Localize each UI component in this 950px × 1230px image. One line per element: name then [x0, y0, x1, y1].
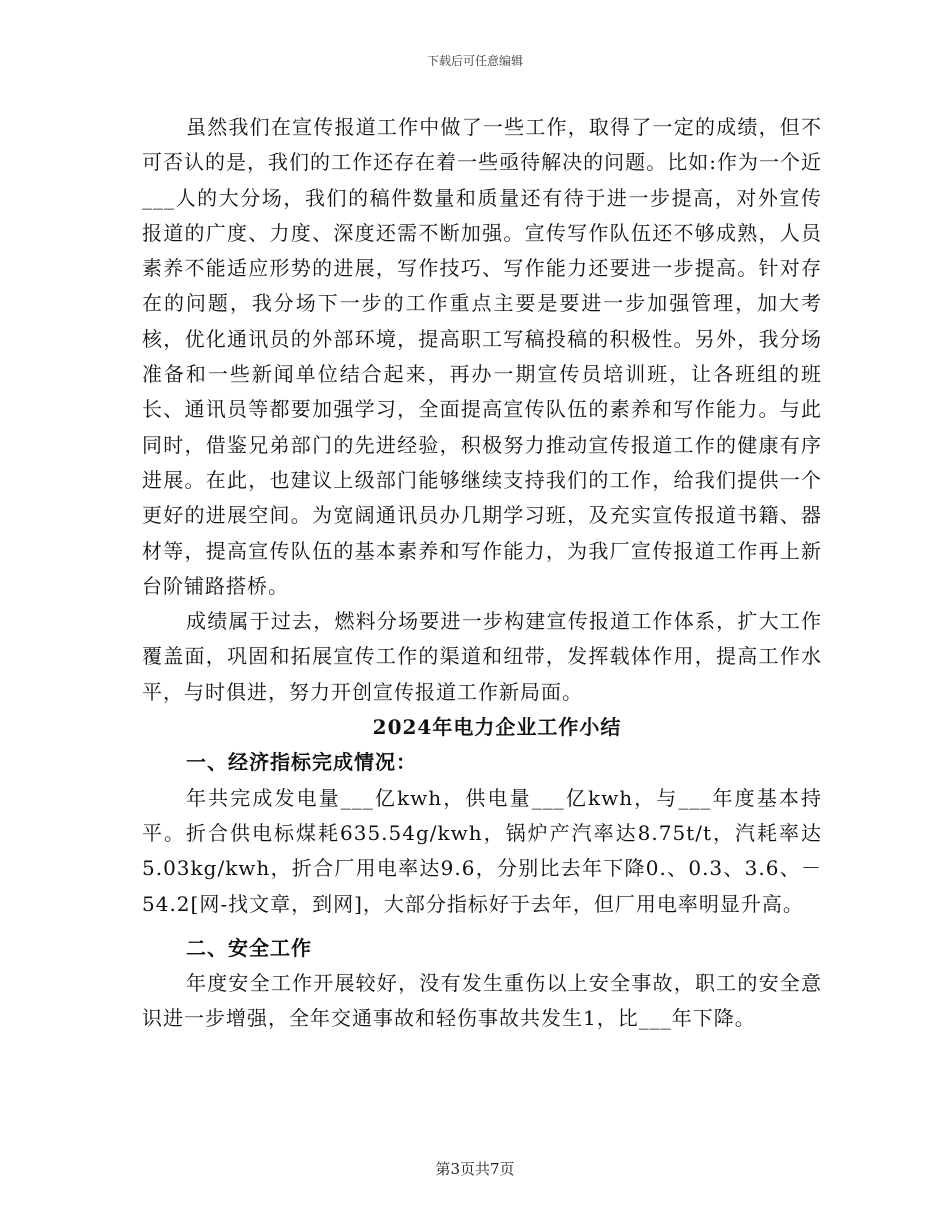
- paragraph-3: 年共完成发电量___亿kwh，供电量___亿kwh，与___年度基本持平。折合供电标煤耗635.54g/kwh，锅炉产汽率达8.75t/t，汽耗率达5.03kg/kwh，折合厂用电率达9.6，分别比去年下降0.、0.3、3.6、－54.2[网-找文章，到网]，大部分指标好于去年，但厂用电率明显升高。: [142, 785, 822, 916]
- section-title: 2024年电力企业工作小结: [372, 715, 622, 740]
- heading-safety-work: 二、安全工作: [186, 935, 312, 960]
- page-header: 下载后可任意编辑: [426, 54, 523, 68]
- heading-economic-indicators: 一、经济指标完成情况：: [186, 750, 417, 775]
- document-body: [142, 110, 822, 1037]
- paragraph-2: 成绩属于过去，燃料分场要进一步构建宣传报道工作体系，扩大工作覆盖面，巩固和拓展宣传工作的渠道和纽带，发挥载体作用，提高工作水平，与时俱进，努力开创宣传报道工作新局面。: [142, 609, 822, 704]
- paragraph-4: 年度安全工作开展较好，没有发生重伤以上安全事故，职工的安全意识进一步增强，全年交通事故和轻伤事故共发生1，比___年下降。: [142, 971, 822, 1031]
- page-footer: 第3页共7页: [435, 1160, 515, 1178]
- paragraph-1: 虽然我们在宣传报道工作中做了一些工作，取得了一定的成绩，但不可否认的是，我们的工作还存在着一些亟待解决的问题。比如:作为一个近___人的大分场，我们的稿件数量和质量还有待于进一步提高，对外宣传报道的广度、力度、深度还需不断加强。宣传写作队伍还不够成熟，人员素养不能适应形势的进展，写作技巧、写作能力还要进一步提高。针对存在的问题，我分场下一步的工作重点主要是要进一步加强管理，加大考核，优化通讯员的外部环境，提高职工写稿投稿的积极性。另外，我分场准备和一些新闻单位结合起来，再办一期宣传员培训班，让各班组的班长、通讯员等都要加强学习，全面提高宣传队伍的素养和写作能力。与此同时，借鉴兄弟部门的先进经验，积极努力推动宣传报道工作的健康有序进展。在此，也建议上级部门能够继续支持我们的工作，给我们提供一个更好的进展空间。为宽阔通讯员办几期学习班，及充实宣传报道书籍、器材等，提高宣传队伍的基本素养和写作能力，为我厂宣传报道工作再上新台阶铺路搭桥。: [142, 115, 822, 598]
- spacer: [142, 922, 822, 931]
